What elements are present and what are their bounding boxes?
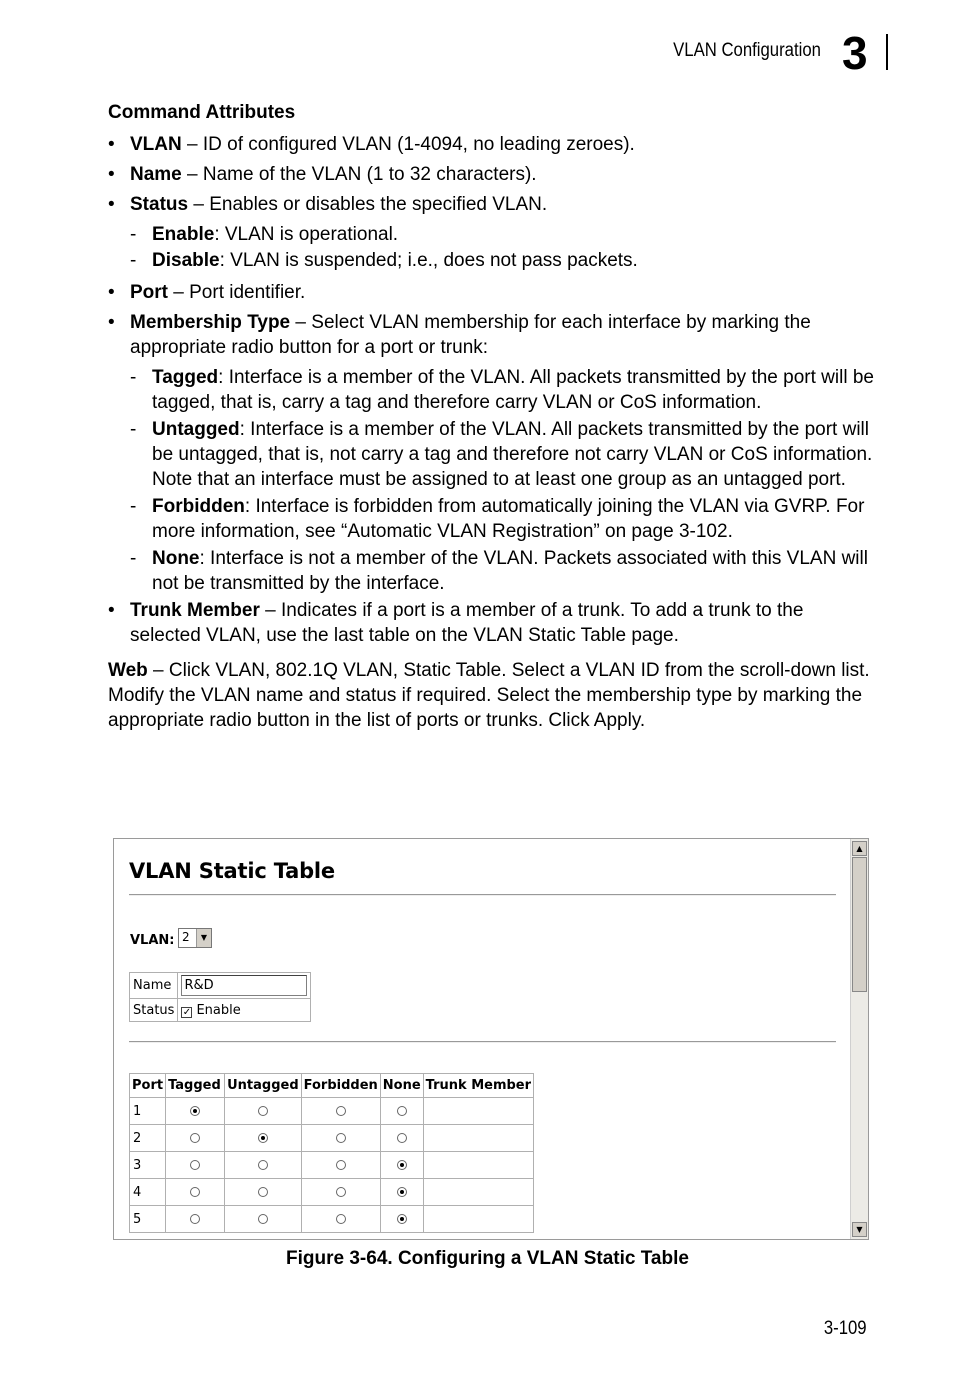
definition: – Port identifier. <box>168 282 306 303</box>
trunk-member-cell <box>423 1125 533 1152</box>
radio-tagged[interactable] <box>190 1187 200 1197</box>
panel-title: VLAN Static Table <box>129 859 335 883</box>
vlan-select[interactable] <box>178 928 212 948</box>
radio-none[interactable] <box>397 1106 407 1116</box>
radio-tagged[interactable] <box>190 1106 200 1116</box>
column-header: Untagged <box>225 1074 302 1098</box>
term: Untagged <box>152 419 240 440</box>
list-item <box>108 280 878 305</box>
vlan-static-table-screenshot <box>113 838 869 1240</box>
trunk-member-cell <box>423 1152 533 1179</box>
sub-list-item <box>108 248 878 273</box>
body-text <box>108 100 878 733</box>
term: Enable <box>152 224 215 245</box>
web-instructions <box>108 658 878 733</box>
table-header-row <box>130 1074 534 1098</box>
divider <box>129 894 836 896</box>
sub-list-item <box>108 494 878 544</box>
column-header: None <box>380 1074 423 1098</box>
column-header: Trunk Member <box>423 1074 533 1098</box>
radio-forbidden[interactable] <box>336 1106 346 1116</box>
definition: : VLAN is suspended; i.e., does not pass packets. <box>219 250 638 271</box>
running-header: VLAN Configuration <box>673 40 821 61</box>
port-cell: 4 <box>130 1179 166 1206</box>
vlan-label: VLAN: <box>130 933 175 948</box>
vlan-select-value: 2 <box>182 930 190 944</box>
column-header: Port <box>130 1074 166 1098</box>
radio-forbidden[interactable] <box>336 1187 346 1197</box>
radio-untagged[interactable] <box>258 1133 268 1143</box>
trunk-member-cell <box>423 1098 533 1125</box>
definition: – Click VLAN, 802.1Q VLAN, Static Table. Select a VLAN ID from the scroll-down list. Modify the VLAN name and status if required. Select the membership type by marking the appropriate radio button in the list of ports or trunks. Click Apply. <box>108 660 870 731</box>
radio-none[interactable] <box>397 1214 407 1224</box>
name-input[interactable]: R&D <box>181 975 307 996</box>
list-item <box>108 132 878 157</box>
radio-untagged[interactable] <box>258 1187 268 1197</box>
chapter-number: 3 <box>842 27 868 79</box>
divider <box>129 1041 836 1043</box>
list-item <box>108 162 878 187</box>
term: Status <box>130 194 189 215</box>
definition: : Interface is a member of the VLAN. All packets transmitted by the port will be tagged, that is, carry a tag and therefore carry VLAN or CoS information. <box>152 367 874 413</box>
radio-untagged[interactable] <box>258 1214 268 1224</box>
enable-checkbox[interactable]: ✓ <box>182 1006 192 1018</box>
radio-none[interactable] <box>397 1133 407 1143</box>
radio-untagged[interactable] <box>258 1160 268 1170</box>
sub-list-item <box>108 546 878 596</box>
scrollbar-thumb[interactable] <box>852 857 867 992</box>
table-row <box>130 1179 534 1206</box>
definition: – Name of the VLAN (1 to 32 characters). <box>181 164 537 185</box>
column-header: Tagged <box>166 1074 225 1098</box>
figure-content <box>114 839 848 1239</box>
chevron-down-icon[interactable]: ▼ <box>196 929 211 947</box>
definition: – Select VLAN membership for each interface by marking the appropriate radio button for a port or trunk: <box>130 312 811 358</box>
definition: : Interface is not a member of the VLAN. Packets associated with this VLAN will not be transmitted by the interface. <box>152 548 868 594</box>
sub-list-item <box>108 222 878 247</box>
sub-list-item <box>108 365 878 415</box>
vertical-scrollbar[interactable] <box>850 839 868 1239</box>
chapter-divider <box>886 34 888 70</box>
radio-tagged[interactable] <box>190 1160 200 1170</box>
port-cell: 3 <box>130 1152 166 1179</box>
port-membership-table <box>129 1073 534 1233</box>
vlan-attributes-table <box>129 972 311 1022</box>
port-cell: 5 <box>130 1206 166 1233</box>
section-heading: Command Attributes <box>108 102 296 123</box>
page-number: 3-109 <box>824 1318 867 1339</box>
figure-caption: Figure 3-64. Configuring a VLAN Static Table <box>286 1248 689 1269</box>
definition: : Interface is a member of the VLAN. All packets transmitted by the port will be untagged, that is, not carry a tag and therefore not carry VLAN or CoS information. Note that an interface must be assigned to at least one group as an untagged port. <box>152 419 873 490</box>
list-item <box>108 310 878 360</box>
list-item <box>108 192 878 217</box>
term: Name <box>130 164 182 185</box>
term: Trunk Member <box>130 600 260 621</box>
term: Membership Type <box>130 312 291 333</box>
radio-tagged[interactable] <box>190 1214 200 1224</box>
term: Port <box>130 282 168 303</box>
status-label: Status <box>130 999 178 1022</box>
definition: : Interface is forbidden from automatically joining the VLAN via GVRP. For more information, see “Automatic VLAN Registration” on page 3-102. <box>152 496 865 542</box>
table-row <box>130 1152 534 1179</box>
term: Forbidden <box>152 496 245 517</box>
definition: – Indicates if a port is a member of a trunk. To add a trunk to the selected VLAN, use the last table on the VLAN Static Table page. <box>130 600 804 646</box>
name-label: Name <box>130 973 178 999</box>
sub-list-item <box>108 417 878 492</box>
enable-label: Enable <box>196 1002 241 1018</box>
radio-forbidden[interactable] <box>336 1133 346 1143</box>
table-row <box>130 1206 534 1233</box>
table-row <box>130 1098 534 1125</box>
trunk-member-cell <box>423 1206 533 1233</box>
radio-forbidden[interactable] <box>336 1214 346 1224</box>
term: Web <box>108 660 148 681</box>
port-cell: 1 <box>130 1098 166 1125</box>
definition: – ID of configured VLAN (1-4094, no leading zeroes). <box>181 134 635 155</box>
radio-none[interactable] <box>397 1160 407 1170</box>
radio-forbidden[interactable] <box>336 1160 346 1170</box>
scroll-down-arrow-icon[interactable]: ▼ <box>852 1222 867 1237</box>
trunk-member-cell <box>423 1179 533 1206</box>
scroll-up-arrow-icon[interactable]: ▲ <box>852 841 867 856</box>
port-cell: 2 <box>130 1125 166 1152</box>
table-row <box>130 1125 534 1152</box>
radio-tagged[interactable] <box>190 1133 200 1143</box>
term: VLAN <box>130 134 182 155</box>
radio-untagged[interactable] <box>258 1106 268 1116</box>
definition: – Enables or disables the specified VLAN. <box>188 194 548 215</box>
list-item <box>108 598 878 648</box>
column-header: Forbidden <box>301 1074 380 1098</box>
term: Disable <box>152 250 220 271</box>
term: None <box>152 548 200 569</box>
definition: : VLAN is operational. <box>214 224 399 245</box>
term: Tagged <box>152 367 219 388</box>
radio-none[interactable] <box>397 1187 407 1197</box>
